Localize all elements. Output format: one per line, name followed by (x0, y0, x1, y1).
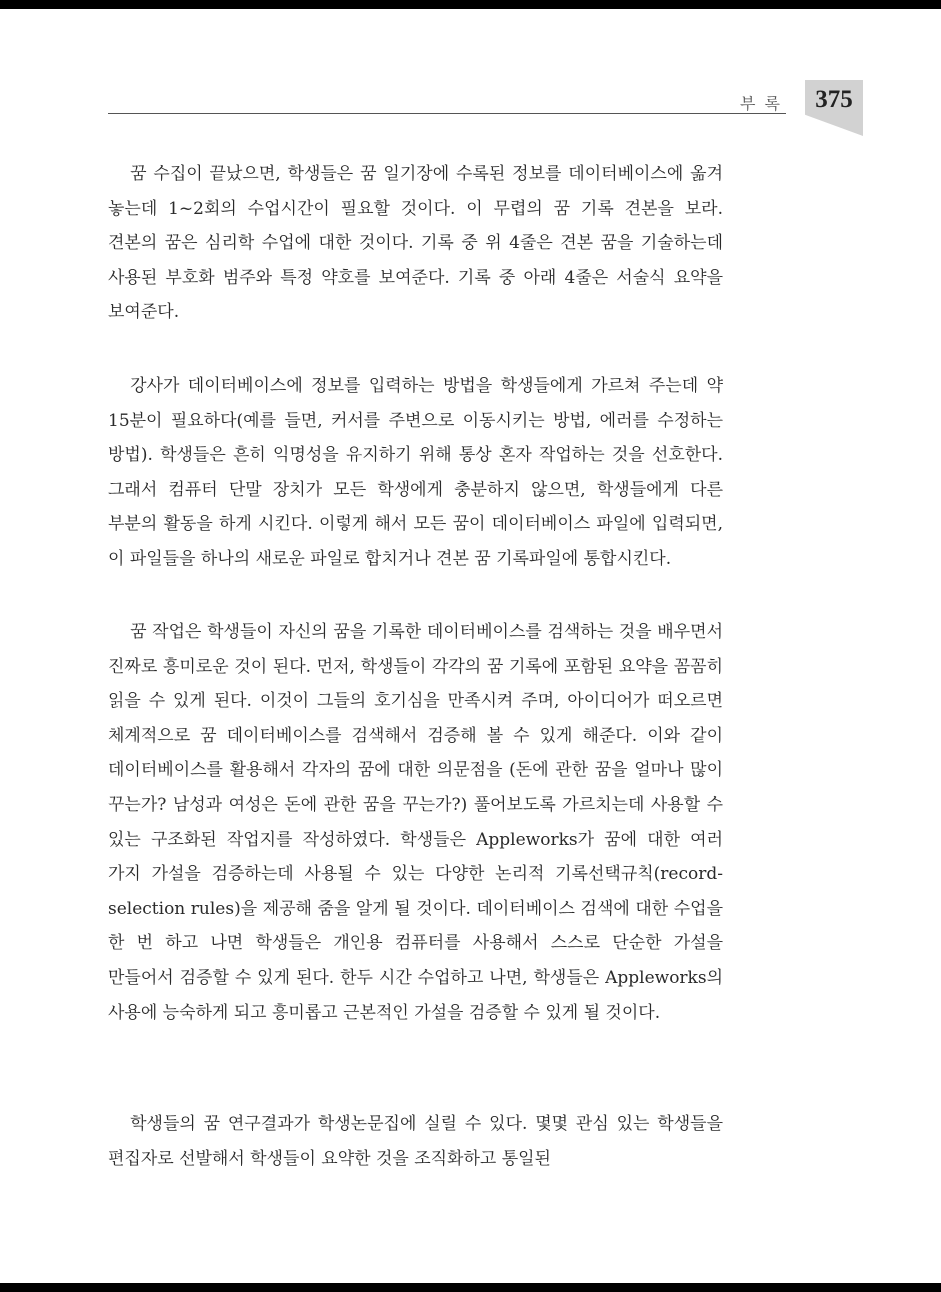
body-paragraph: 꿈 수집이 끝났으면, 학생들은 꿈 일기장에 수록된 정보를 데이터베이스에 옮겨 놓는데 1~2회의 수업시간이 필요할 것이다. 이 무렵의 꿈 기록 견본을 보라. 견본의 꿈은 심리학 수업에 대한 것이다. 기록 중 위 4줄은 견본 꿈을 기술하는데 사용된 부호화 범주와 특정 약호를 보여준다. 기록 중 아래 4줄은 서술식 요약을 보여준다. (108, 164, 723, 323)
body-paragraph: 꿈 작업은 학생들이 자신의 꿈을 기록한 데이터베이스를 검색하는 것을 배우면서 진짜로 흥미로운 것이 된다. 먼저, 학생들이 각각의 꿈 기록에 포함된 요약을 꼼꼼히 읽을 수 있게 된다. 이것이 그들의 호기심을 만족시켜 주며, 아이디어가 떠오르면 체계적으로 꿈 데이터베이스를 검색해서 검증해 볼 수 있게 해준다. 이와 같이 데이터베이스를 활용해서 각자의 꿈에 대한 의문점을 (돈에 관한 꿈을 얼마나 많이 꾸는가? 남성과 여성은 돈에 관한 꿈을 꾸는가?) 풀어보도록 가르치는데 사용할 수 있는 구조화된 작업지를 작성하였다. 학생들은 Appleworks가 꿈에 대한 여러 가지 가설을 검증하는데 사용될 수 있는 다양한 논리적 기록선택규칙(record-selection rules)을 제공해 줌을 알게 될 것이다. 데이터베이스 검색에 대한 수업을 한 번 하고 나면 학생들은 개인용 컴퓨터를 사용해서 스스로 단순한 가설을 만들어서 검증할 수 있게 된다. 한두 시간 수업하고 나면, 학생들은 Appleworks의 사용에 능숙하게 되고 흥미롭고 근본적인 가설을 검증할 수 있게 될 것이다. (108, 622, 723, 1023)
header-rule (108, 113, 786, 114)
section-heading: 부록 (740, 94, 789, 113)
bottom-border (0, 1283, 941, 1292)
body-paragraph: 학생들의 꿈 연구결과가 학생논문집에 실릴 수 있다. 몇몇 관심 있는 학생들을 편집자로 선발해서 학생들이 요약한 것을 조직화하고 통일된 (108, 1114, 723, 1169)
top-border (0, 0, 941, 9)
body-paragraph: 강사가 데이터베이스에 정보를 입력하는 방법을 학생들에게 가르쳐 주는데 약 15분이 필요하다(예를 들면, 커서를 주변으로 이동시키는 방법, 에러를 수정하는 방법). 학생들은 흔히 익명성을 유지하기 위해 통상 혼자 작업하는 것을 선호한다. 그래서 컴퓨터 단말 장치가 모든 학생에게 충분하지 않으면, 학생들에게 다른 부분의 활동을 하게 시킨다. 이렇게 해서 모든 꿈이 데이터베이스 파일에 입력되면, 이 파일들을 하나의 새로운 파일로 합치거나 견본 꿈 기록파일에 통합시킨다. (108, 376, 723, 569)
page-number: 375 (815, 86, 853, 113)
